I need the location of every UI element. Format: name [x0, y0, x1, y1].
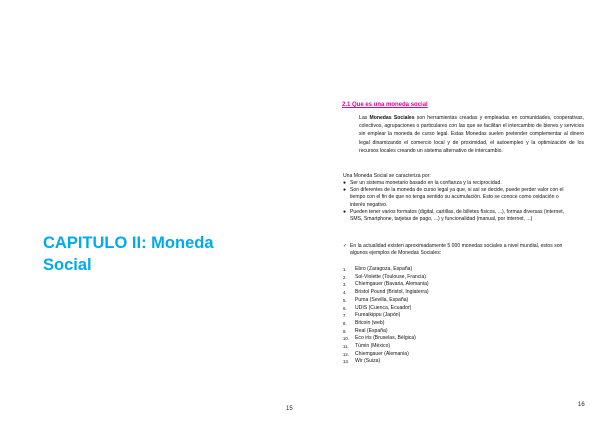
- item-number: 1.: [343, 267, 347, 272]
- bullet-icon: ●: [343, 187, 347, 194]
- list-item: [343, 289, 429, 297]
- list-item: [343, 320, 429, 328]
- intro-pre: Las: [359, 115, 370, 121]
- item-number: 11.: [343, 344, 349, 350]
- item-text: Real (España): [355, 327, 388, 334]
- list-item: [343, 343, 429, 351]
- chapter-title: CAPITULO II: Moneda Social: [43, 234, 214, 274]
- item-text: UDIS (Cuenca, Ecuador): [355, 304, 412, 311]
- item-number: 7.: [343, 313, 347, 319]
- intro-body: son herramientas creadas y empleadas en comunidades, cooperativas, colectivos, agrupaciones o particulares con las que se facilitan el intercambio de bienes y servicios sin emplear la moneda de curso legal. Estas Monedas suelen pretender complementar al dinero legal dinamizando el comercio local y de proximidad, el autoempleo y la optimización de los recursos locales creando un sistema alternativo de intercambio.: [359, 115, 584, 154]
- item-text: Túmin (México): [355, 343, 391, 350]
- list-item: [343, 328, 429, 336]
- item-number: 3.: [343, 282, 347, 288]
- check-paragraph: [343, 243, 575, 258]
- list-item: [343, 180, 568, 187]
- item-number: 12.: [343, 351, 349, 357]
- bullet-icon: ●: [343, 208, 347, 215]
- item-number: 4.: [343, 290, 347, 296]
- item-text: Fureaikippu (Japón): [355, 312, 401, 319]
- list-item: [343, 335, 429, 343]
- item-text: Bitcoin (web): [355, 319, 385, 326]
- check-paragraph-text: En la actualidad existen aproximadamente 5 000 monedas sociales a nivel mundial, estos son algunos ejemplos de Monedas Sociales:: [350, 243, 563, 257]
- list-item: [343, 358, 429, 366]
- trait-text: Pueden tener varios formatos (digital, cartillas, de billetes físicos, ...), formas diversas (internet, SMS, Smartphone, tarjetas de pago, ...) y funcionalidad (manual, por internet, ...): [350, 208, 565, 223]
- item-text: Sol-Violette (Toulouse, Francia): [355, 273, 426, 280]
- item-text: Puma (Sevilla, España): [355, 296, 409, 303]
- item-number: 8.: [343, 320, 347, 326]
- item-number: 10.: [343, 336, 349, 342]
- item-text: Chiemgauer (Bavaria, Alemania): [355, 281, 429, 288]
- item-text: Chiemgauer (Alemania): [355, 350, 409, 357]
- item-number: 9.: [343, 328, 347, 334]
- list-item: [343, 305, 429, 313]
- item-number: 13.: [343, 359, 349, 365]
- right-page: [300, 0, 600, 424]
- trait-text: Ser un sistema monetario basado en la confianza y la reciprocidad.: [350, 180, 502, 186]
- list-item: [343, 312, 429, 320]
- trait-text: Son diferentes de la moneda de curso legal ya que, si así se decide, puede perder valor con el tiempo con el fin de que no tenga sentido su acumulación. Esto se conoce como oxidación o interés negativo.: [350, 187, 564, 208]
- item-text: Ebro (Zaragoza, España): [355, 266, 413, 272]
- bullet-icon: ●: [343, 180, 347, 186]
- item-number: 6.: [343, 305, 347, 311]
- list-item: [343, 266, 429, 274]
- list-item: [343, 297, 429, 305]
- list-item: [343, 209, 568, 223]
- left-page-number: 15: [286, 406, 293, 412]
- item-number: 2.: [343, 274, 347, 280]
- list-item: [343, 187, 568, 209]
- item-text: Bristol Pound (Bristol, Inglaterra): [355, 289, 429, 296]
- right-page-number: 16: [578, 402, 585, 408]
- list-item: [343, 281, 429, 289]
- intro-paragraph: [359, 114, 584, 155]
- traits-label: Una Moneda Social se caracteriza por:: [343, 173, 431, 179]
- intro-bold-term: Monedas Sociales: [369, 115, 415, 121]
- examples-list: [343, 266, 429, 366]
- item-text: Wir (Suiza): [355, 358, 381, 365]
- item-text: Eco iris (Bruselas, Bélgica): [355, 335, 416, 342]
- list-item: [343, 351, 429, 359]
- traits-list: [343, 180, 568, 223]
- item-number: 5.: [343, 297, 347, 303]
- section-heading: 2.1 Que es una moneda social: [342, 102, 428, 108]
- list-item: [343, 274, 429, 282]
- checkmark-icon: ✓: [343, 243, 348, 249]
